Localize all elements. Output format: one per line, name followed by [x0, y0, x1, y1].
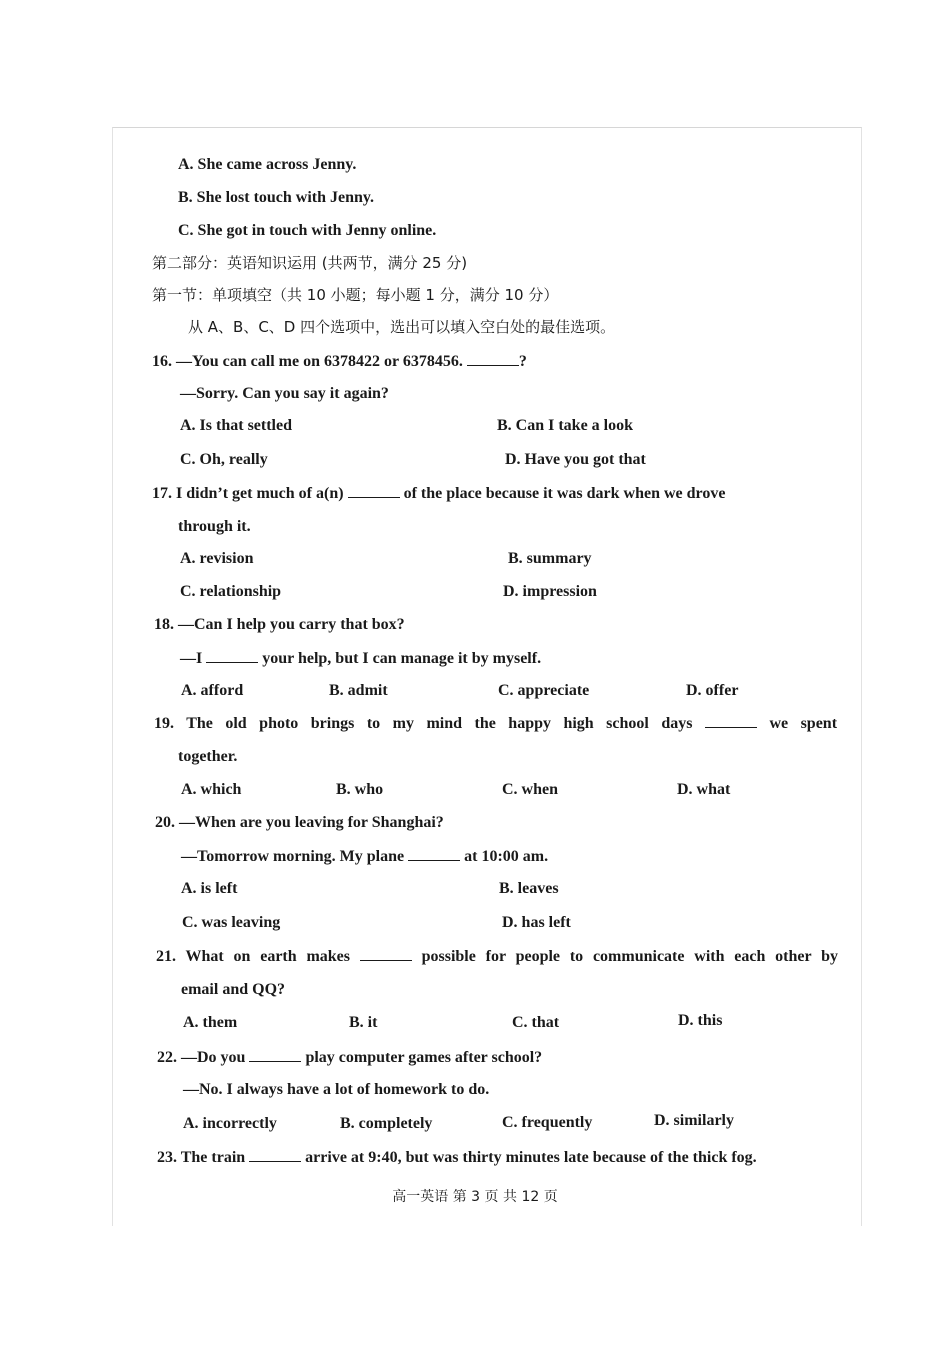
reply-start: —Tomorrow morning. My plane — [181, 848, 405, 865]
question-text: —Do you — [181, 1049, 246, 1066]
option-c: C. was leaving — [182, 914, 281, 931]
question-text-end: possible for people to communicate with each other by — [421, 948, 839, 965]
option-b: B. who — [336, 781, 384, 798]
page-footer: 高一英语 第 3 页 共 12 页 — [392, 1189, 558, 1205]
question-text: The train — [180, 1149, 246, 1166]
option-d: D. offer — [686, 682, 739, 699]
question-18 — [154, 615, 405, 635]
prev-option-a: A. She came across Jenny. — [178, 156, 357, 173]
part2-heading: 第二部分：英语知识运用 (共两节，满分 25 分) — [152, 254, 468, 272]
option-d: D. this — [678, 1012, 723, 1029]
question-number: 18. — [154, 616, 174, 633]
question-text: —You can call me on 6378422 or 6378456. — [176, 353, 463, 370]
option-c: C. relationship — [180, 583, 282, 600]
question-16-reply: —Sorry. Can you say it again? — [180, 385, 389, 402]
answer-blank — [249, 1147, 301, 1162]
option-d: D. impression — [503, 583, 597, 600]
question-20-reply — [181, 846, 548, 867]
question-text: I didn’t get much of a(n) — [176, 485, 344, 502]
instruction-text: 从 A、B、C、D 四个选项中，选出可以填入空白处的最佳选项。 — [188, 318, 616, 336]
prev-option-c: C. She got in touch with Jenny online. — [178, 222, 437, 239]
question-number: 16. — [152, 353, 172, 370]
question-text-end: of the place because it was dark when we drove — [403, 485, 726, 502]
option-b: B. it — [349, 1014, 378, 1031]
question-text-end: arrive at 9:40, but was thirty minutes late because of the thick fog. — [305, 1149, 757, 1166]
question-text-end: we spent — [769, 715, 838, 732]
option-b: B. leaves — [499, 880, 559, 897]
reply-end: at 10:00 am. — [464, 848, 549, 865]
option-a: A. revision — [180, 550, 254, 567]
option-a: A. them — [183, 1014, 238, 1031]
option-d: D. Have you got that — [505, 451, 646, 468]
answer-blank — [705, 713, 757, 728]
question-16 — [152, 351, 527, 372]
question-text-end: ? — [518, 353, 527, 370]
answer-blank — [348, 483, 400, 498]
option-b: B. summary — [508, 550, 592, 567]
question-22 — [157, 1047, 542, 1068]
question-number: 21. — [156, 948, 176, 965]
question-text: —Can I help you carry that box? — [178, 616, 405, 633]
option-a: A. incorrectly — [183, 1115, 277, 1132]
answer-blank — [467, 351, 519, 366]
question-18-reply — [180, 648, 541, 669]
answer-blank — [249, 1047, 301, 1062]
question-21 — [156, 946, 838, 967]
reply-end: your help, but I can manage it by myself. — [262, 650, 542, 667]
option-a: A. which — [181, 781, 242, 798]
option-c: C. when — [502, 781, 559, 798]
option-b: B. admit — [329, 682, 388, 699]
prev-option-b: B. She lost touch with Jenny. — [178, 189, 375, 206]
option-b: B. Can I take a look — [497, 417, 634, 434]
option-a: A. is left — [181, 880, 238, 897]
question-text: The old photo brings to my mind the happy high school days — [186, 715, 693, 732]
option-c: C. Oh, really — [180, 451, 268, 468]
option-d: D. similarly — [654, 1112, 734, 1129]
question-23 — [157, 1147, 757, 1168]
question-number: 19. — [154, 715, 174, 732]
question-19-cont: together. — [178, 748, 238, 765]
question-text: What on earth makes — [185, 948, 351, 965]
question-20 — [155, 813, 444, 833]
option-c: C. frequently — [502, 1114, 593, 1131]
section1-heading: 第一节：单项填空（共 10 小题；每小题 1 分，满分 10 分） — [152, 286, 559, 304]
question-number: 22. — [157, 1049, 177, 1066]
option-d: D. has left — [502, 914, 571, 931]
answer-blank — [360, 946, 412, 961]
question-text: —When are you leaving for Shanghai? — [179, 814, 444, 831]
question-22-reply: —No. I always have a lot of homework to do. — [183, 1081, 490, 1098]
question-21-cont: email and QQ? — [181, 981, 286, 998]
question-19 — [154, 713, 837, 734]
question-17-cont: through it. — [178, 518, 251, 535]
option-a: A. afford — [181, 682, 244, 699]
question-number: 20. — [155, 814, 175, 831]
question-17 — [152, 483, 725, 504]
option-c: C. that — [512, 1014, 560, 1031]
question-number: 17. — [152, 485, 172, 502]
option-a: A. Is that settled — [180, 417, 292, 434]
option-b: B. completely — [340, 1115, 433, 1132]
answer-blank — [408, 846, 460, 861]
option-d: D. what — [677, 781, 731, 798]
reply-start: —I — [180, 650, 203, 667]
option-c: C. appreciate — [498, 682, 590, 699]
answer-blank — [206, 648, 258, 663]
question-text-end: play computer games after school? — [305, 1049, 543, 1066]
question-number: 23. — [157, 1149, 177, 1166]
